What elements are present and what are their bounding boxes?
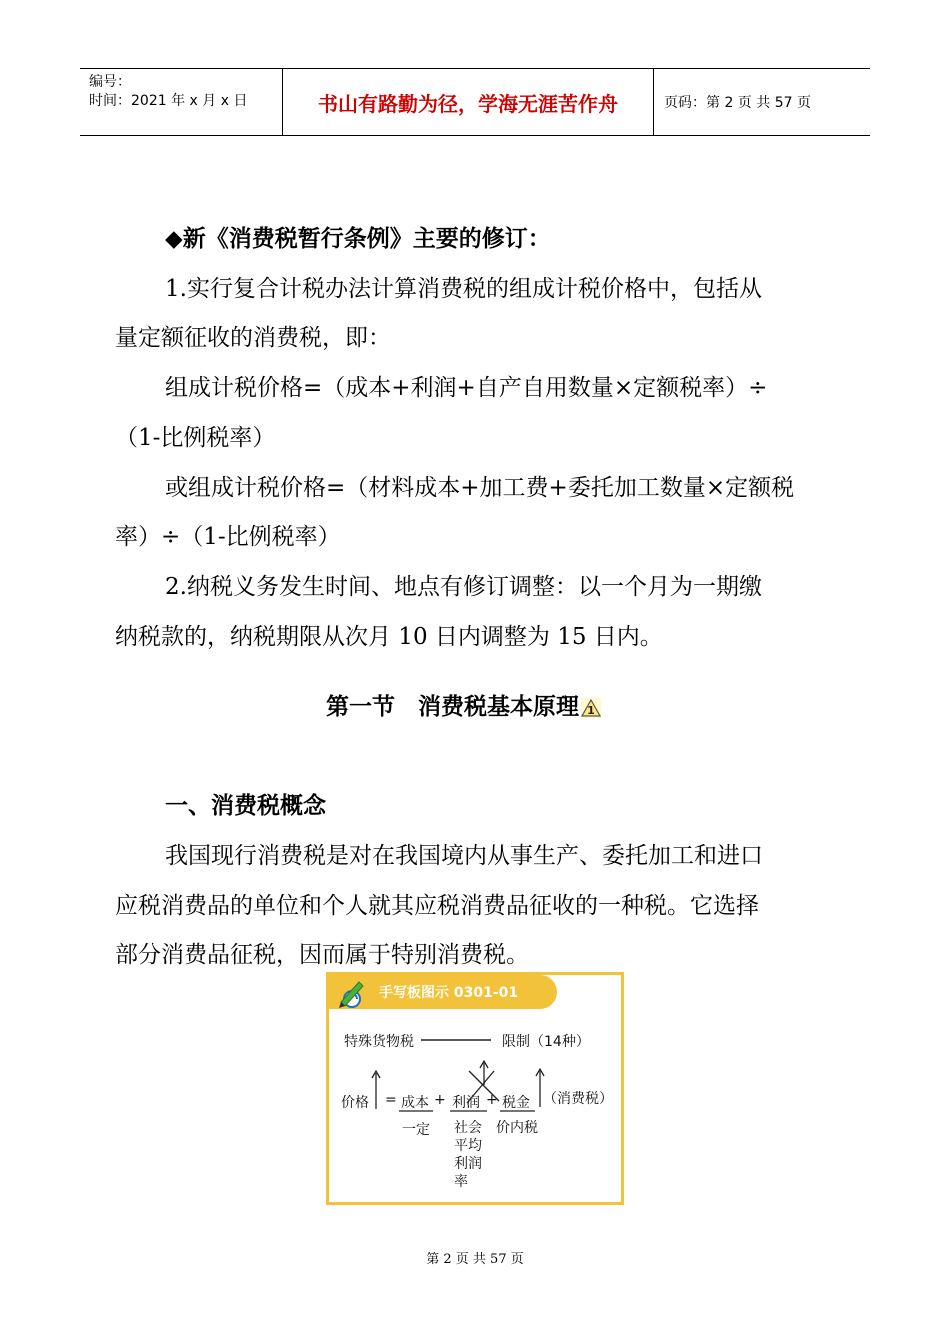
diagram-avg-profit-1: 社会	[454, 1120, 482, 1136]
diagram-avg-profit-4: 率	[454, 1174, 468, 1190]
diagram-avg-profit-3: 利润	[454, 1156, 482, 1172]
diagram-plus-1: +	[434, 1092, 446, 1108]
header-page-info: 页码：第 2 页 共 57 页	[664, 95, 811, 111]
paragraph-3-line-1: 我国现行消费税是对在我国境内从事生产、委托加工和进口	[165, 843, 763, 869]
handwriting-diagram	[326, 972, 624, 1205]
chapter-title	[326, 688, 601, 721]
diagram-plus-2: +	[486, 1092, 498, 1108]
subheading-concept: 一、消费税概念	[165, 793, 326, 819]
formula-1-line-1: 组成计税价格=（成本+利润+自产自用数量×定额税率）÷	[165, 375, 768, 401]
header-time: 时间：2021 年 x 月 x 日	[89, 93, 248, 109]
diagram-equals: =	[385, 1092, 397, 1108]
chapter-title-text: 第一节 消费税基本原理	[326, 694, 579, 720]
diagram-avg-profit-2: 平均	[454, 1138, 482, 1154]
diagram-tax: 税金	[502, 1095, 530, 1111]
formula-2-line-2: 率）÷（1-比例税率）	[115, 524, 341, 550]
formula-2-line-1: 或组成计税价格=（材料成本+加工费+委托加工数量×定额税	[165, 475, 795, 501]
paragraph-1-line-2: 量定额征收的消费税，即：	[115, 325, 391, 351]
header-number: 编号：	[89, 74, 131, 90]
diagram-inner-tax: 价内税	[496, 1120, 538, 1136]
diagram-strokes	[329, 975, 621, 1202]
header-motto: 书山有路勤为径，学海无涯苦作舟	[282, 69, 654, 135]
diagram-profit: 利润	[452, 1095, 480, 1111]
page-footer: 第 2 页 共 57 页	[426, 1252, 524, 1267]
paragraph-2-line-1: 2.纳税义务发生时间、地点有修订调整：以一个月为一期缴	[165, 574, 762, 600]
header-meta	[80, 69, 282, 135]
page-header	[80, 68, 870, 136]
diagram-consumption-tax: （消费税）	[543, 1091, 613, 1107]
formula-1-line-2: （1-比例税率）	[115, 425, 276, 451]
diagram-price: 价格	[341, 1095, 369, 1111]
paragraph-3-line-3: 部分消费品征税，因而属于特别消费税。	[115, 942, 529, 968]
paragraph-3-line-2: 应税消费品的单位和个人就其应税消费品征收的一种税。它选择	[115, 893, 759, 919]
diagram-special-goods: 特殊货物税	[344, 1034, 414, 1050]
section-heading: ◆新《消费税暂行条例》主要的修订：	[165, 226, 551, 252]
paragraph-1-line-1: 1.实行复合计税办法计算消费税的组成计税价格中，包括从	[165, 276, 762, 302]
diagram-fixed: 一定	[402, 1122, 430, 1138]
diagram-limit: 限制（14种）	[502, 1034, 590, 1050]
diagram-title: 手写板图示 0301-01	[379, 985, 519, 1001]
diagram-cost: 成本	[401, 1095, 429, 1111]
paragraph-2-line-2: 纳税款的，纳税期限从次月 10 日内调整为 15 日内。	[115, 624, 663, 650]
svg-text:1: 1	[587, 703, 595, 717]
warning-icon[interactable]	[581, 698, 601, 718]
